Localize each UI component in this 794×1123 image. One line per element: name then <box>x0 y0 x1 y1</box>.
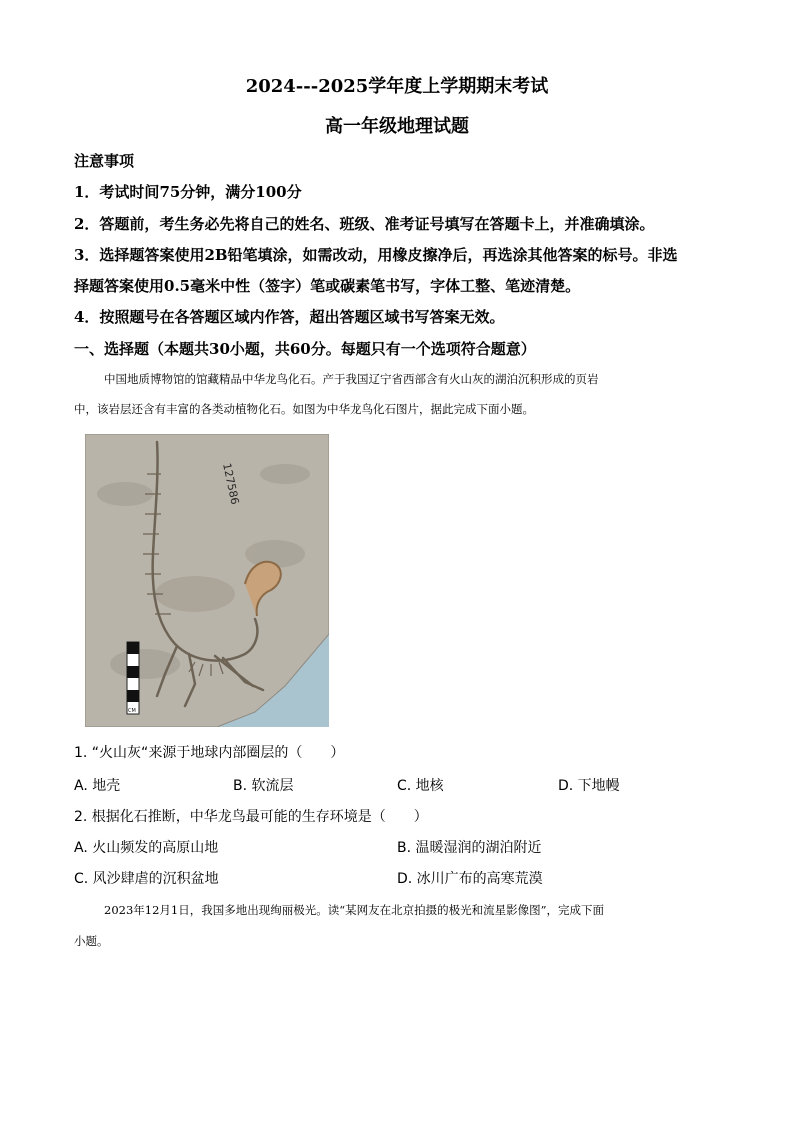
question-2-stem: 2. 根据化石推断，中华龙鸟最可能的生存环境是（ ） <box>74 809 428 825</box>
exam-subtitle: 高一年级地理试题 <box>325 116 469 137</box>
section-1-heading: 一、选择题（本题共30小题，共60分。每题只有一个选项符合题意） <box>74 340 536 358</box>
question-1-option-a[interactable]: A. 地壳 <box>74 778 121 794</box>
question-1-stem: 1. “火山灰“来源于地球内部圈层的（ ） <box>74 745 345 761</box>
question-2-option-d[interactable]: D. 冰川广布的高寒荒漠 <box>397 871 543 887</box>
notes-heading: 注意事项 <box>74 152 135 170</box>
passage-2-line-1: 2023年12月1日，我国多地出现绚丽极光。读“某网友在北京拍摄的极光和流星影像图”，完成下面 <box>104 903 604 917</box>
question-2-option-c[interactable]: C. 风沙肆虐的沉积盆地 <box>74 871 219 887</box>
passage-1-line-1: 中国地质博物馆的馆藏精品中华龙鸟化石。产于我国辽宁省西部含有火山灰的湖泊沉积形成的页岩 <box>104 372 599 386</box>
question-1-option-b[interactable]: B. 软流层 <box>233 778 294 794</box>
question-2-option-b[interactable]: B. 温暖湿润的湖泊附近 <box>397 840 542 856</box>
notes-item-4: 4．按照题号在各答题区域内作答，超出答题区域书写答案无效。 <box>74 308 505 326</box>
question-1-option-c[interactable]: C. 地核 <box>397 778 444 794</box>
passage-1-line-2: 中，该岩层还含有丰富的各类动植物化石。如图为中华龙鸟化石图片，据此完成下面小题。 <box>74 402 534 416</box>
notes-item-3-line-2: 择题答案使用0.5毫米中性（签字）笔或碳素笔书写，字体工整、笔迹清楚。 <box>74 277 581 295</box>
notes-item-3-line-1: 3．选择题答案使用2B铅笔填涂，如需改动，用橡皮擦净后，再选涂其他答案的标号。非选 <box>74 246 678 264</box>
question-2-option-a[interactable]: A. 火山频发的高原山地 <box>74 840 219 856</box>
passage-2-line-2: 小题。 <box>74 934 109 948</box>
dinosaur-fossil-image <box>85 434 329 727</box>
question-1-option-d[interactable]: D. 下地幔 <box>558 778 620 794</box>
scale-bar-label: CM <box>128 708 136 714</box>
notes-item-2: 2．答题前，考生务必先将自己的姓名、班级、准考证号填写在答题卡上，并准确填涂。 <box>74 215 655 233</box>
specimen-label: 127586 <box>220 461 242 506</box>
exam-title: 2024---2025学年度上学期期末考试 <box>245 76 549 97</box>
notes-item-1: 1．考试时间75分钟，满分100分 <box>74 183 302 201</box>
